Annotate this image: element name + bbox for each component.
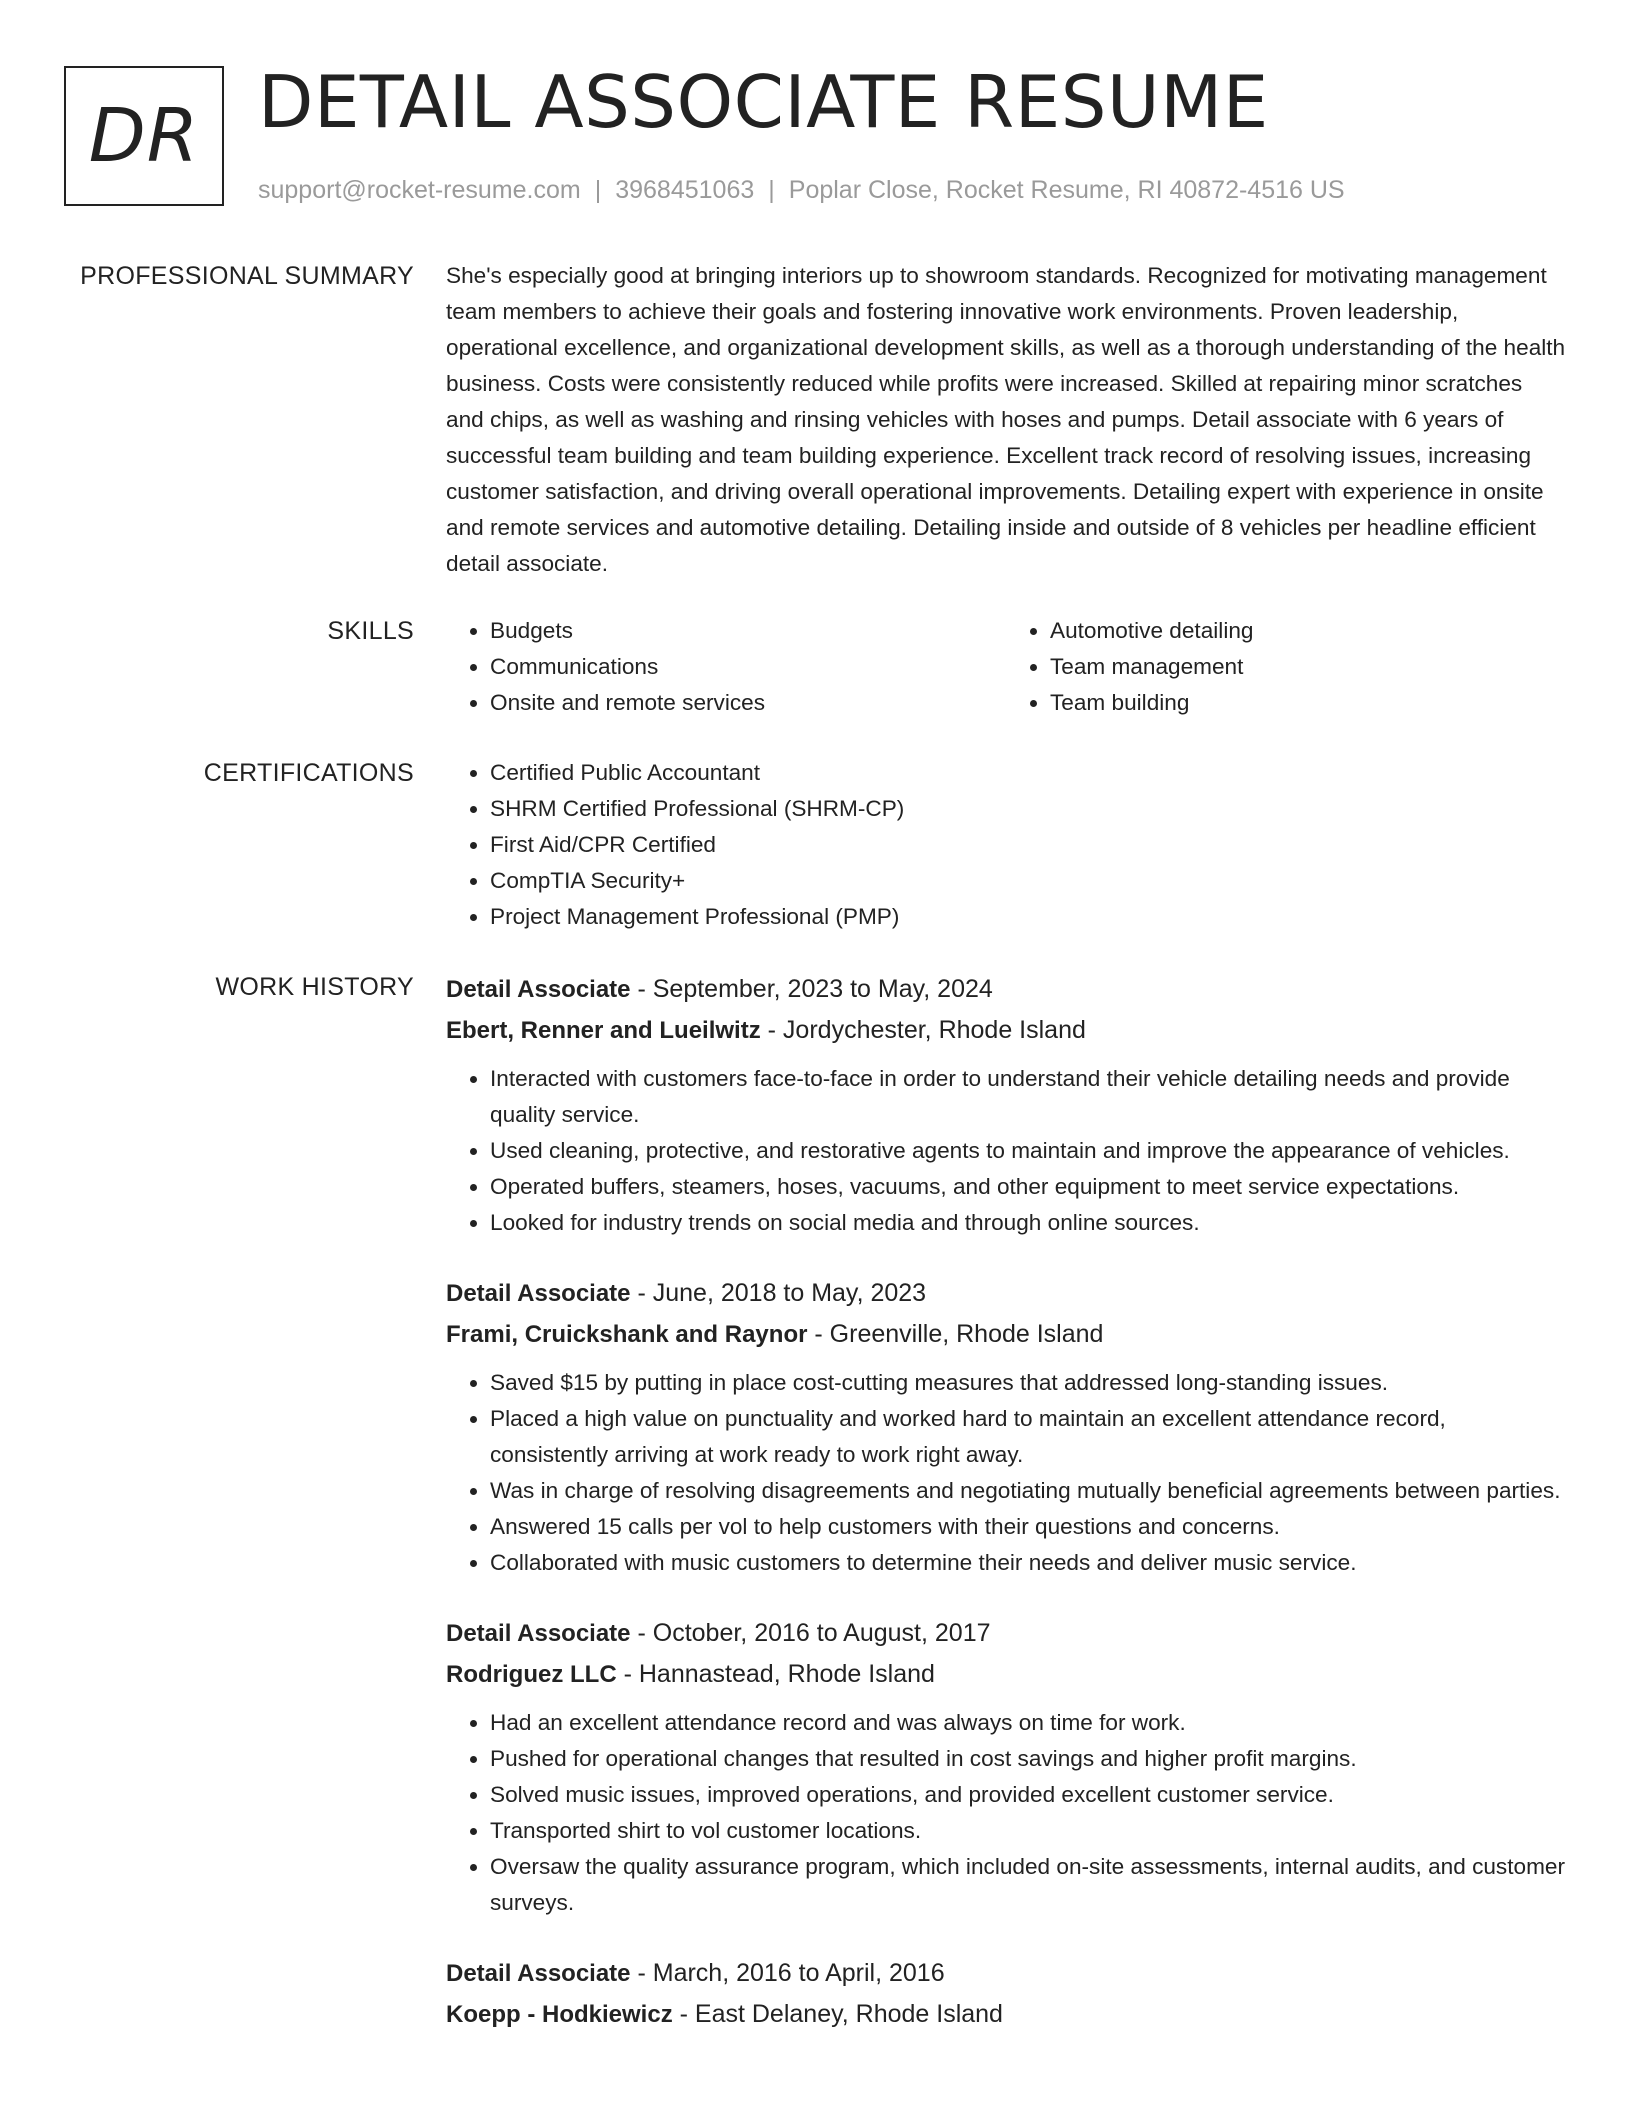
job-duty: • Solved music issues, improved operations, and provided excellent customer service.	[490, 1777, 1566, 1813]
job-duty: • Collaborated with music customers to determine their needs and deliver music service.	[490, 1545, 1566, 1581]
skill-item: • Onsite and remote services	[490, 685, 1006, 721]
resume-title: DETAIL ASSOCIATE RESUME	[258, 60, 1269, 144]
job-title-line	[446, 1953, 1566, 1994]
job-duty: • Answered 15 calls per vol to help customers with their questions and concerns.	[490, 1509, 1566, 1545]
job-title-line	[446, 1613, 1566, 1654]
summary-body	[446, 258, 1566, 582]
skill-item: • Team management	[1050, 649, 1566, 685]
section-label-work-history: WORK HISTORY	[215, 973, 414, 1001]
contact-phone: 3968451063	[615, 176, 755, 204]
contact-line	[258, 174, 1345, 206]
job-entry	[446, 969, 1566, 1241]
job-location: - Jordychester, Rhode Island	[760, 1016, 1086, 1044]
job-duties-list	[446, 1061, 1566, 1241]
job-entry	[446, 1613, 1566, 1921]
job-company-line	[446, 1994, 1566, 2035]
job-entry	[446, 1953, 1566, 2035]
job-company: Rodriguez LLC	[446, 1661, 617, 1688]
skills-list-left	[446, 613, 1006, 721]
certification-item: • CompTIA Security+	[490, 863, 1566, 899]
job-company: Frami, Cruickshank and Raynor	[446, 1321, 808, 1348]
job-duty: • Interacted with customers face-to-face in order to understand their vehicle detailing needs and provide quality service.	[490, 1061, 1566, 1133]
job-title: Detail Associate	[446, 976, 631, 1003]
job-company: Ebert, Renner and Lueilwitz	[446, 1017, 761, 1044]
job-location: - Hannastead, Rhode Island	[616, 1660, 935, 1688]
section-label-certifications: CERTIFICATIONS	[203, 759, 414, 787]
job-dates: - October, 2016 to August, 2017	[630, 1619, 991, 1647]
job-duty: • Transported shirt to vol customer locations.	[490, 1813, 1566, 1849]
contact-separator: |	[594, 176, 602, 204]
job-company-line	[446, 1654, 1566, 1695]
skills-body	[446, 613, 1566, 721]
job-duty: • Pushed for operational changes that resulted in cost savings and higher profit margins.	[490, 1741, 1566, 1777]
job-duty: • Had an excellent attendance record and was always on time for work.	[490, 1705, 1566, 1741]
job-entry	[446, 1273, 1566, 1581]
job-company: Koepp - Hodkiewicz	[446, 2001, 673, 2028]
job-duty: • Oversaw the quality assurance program, which included on-site assessments, internal audits, and customer surveys.	[490, 1849, 1566, 1921]
job-duty: • Placed a high value on punctuality and worked hard to maintain an excellent attendance record, consistently arriving at work ready to work right away.	[490, 1401, 1566, 1473]
monogram-badge	[64, 66, 224, 206]
job-location: - Greenville, Rhode Island	[807, 1320, 1104, 1348]
job-title-line	[446, 969, 1566, 1010]
job-company-line	[446, 1314, 1566, 1355]
certification-item: • SHRM Certified Professional (SHRM-CP)	[490, 791, 1566, 827]
section-label-summary: PROFESSIONAL SUMMARY	[80, 262, 414, 290]
skill-item: • Automotive detailing	[1050, 613, 1566, 649]
job-title: Detail Associate	[446, 1960, 631, 1987]
certification-item: • Certified Public Accountant	[490, 755, 1566, 791]
contact-address: Poplar Close, Rocket Resume, RI 40872-4516 US	[788, 176, 1345, 204]
certification-item: • Project Management Professional (PMP)	[490, 899, 1566, 935]
skill-item: • Team building	[1050, 685, 1566, 721]
work-history-body	[446, 969, 1566, 2067]
job-duty: • Saved $15 by putting in place cost-cutting measures that addressed long-standing issues.	[490, 1365, 1566, 1401]
job-dates: - June, 2018 to May, 2023	[630, 1279, 927, 1307]
job-duty: • Looked for industry trends on social media and through online sources.	[490, 1205, 1566, 1241]
job-duties-list	[446, 1705, 1566, 1921]
job-location: - East Delaney, Rhode Island	[672, 2000, 1003, 2028]
skill-item: • Communications	[490, 649, 1006, 685]
job-dates: - September, 2023 to May, 2024	[630, 975, 993, 1003]
job-title: Detail Associate	[446, 1280, 631, 1307]
job-company-line	[446, 1010, 1566, 1051]
job-duty: • Was in charge of resolving disagreements and negotiating mutually beneficial agreements between parties.	[490, 1473, 1566, 1509]
contact-separator: |	[768, 176, 775, 204]
certifications-list	[446, 755, 1566, 935]
monogram-initials: DR	[88, 93, 200, 179]
job-duties-list	[446, 1365, 1566, 1581]
section-label-skills: SKILLS	[327, 617, 414, 645]
job-title: Detail Associate	[446, 1620, 631, 1647]
job-duty: • Used cleaning, protective, and restorative agents to maintain and improve the appearance of vehicles.	[490, 1133, 1566, 1169]
job-duty: • Operated buffers, steamers, hoses, vacuums, and other equipment to meet service expectations.	[490, 1169, 1566, 1205]
certifications-body	[446, 755, 1566, 935]
certification-item: • First Aid/CPR Certified	[490, 827, 1566, 863]
job-title-line	[446, 1273, 1566, 1314]
skills-list-right	[1006, 613, 1566, 721]
summary-text: She's especially good at bringing interiors up to showroom standards. Recognized for motivating management team members to achieve their goals and fostering innovative work environments. Proven leadership, operational excellence, and organizational development skills, as well as a thorough understanding of the health business. Costs were consistently reduced while profits were increased. Skilled at repairing minor scratches and chips, as well as washing and rinsing vehicles with hoses and pumps. Detail associate with 6 years of successful team building and team building experience. Excellent track record of resolving issues, increasing customer satisfaction, and driving overall operational improvements. Detailing expert with experience in onsite and remote services and automotive detailing. Detailing inside and outside of 8 vehicles per headline efficient detail associate.	[446, 263, 1566, 576]
contact-email: support@rocket-resume.com	[258, 176, 581, 204]
job-dates: - March, 2016 to April, 2016	[630, 1959, 945, 1987]
skill-item: • Budgets	[490, 613, 1006, 649]
